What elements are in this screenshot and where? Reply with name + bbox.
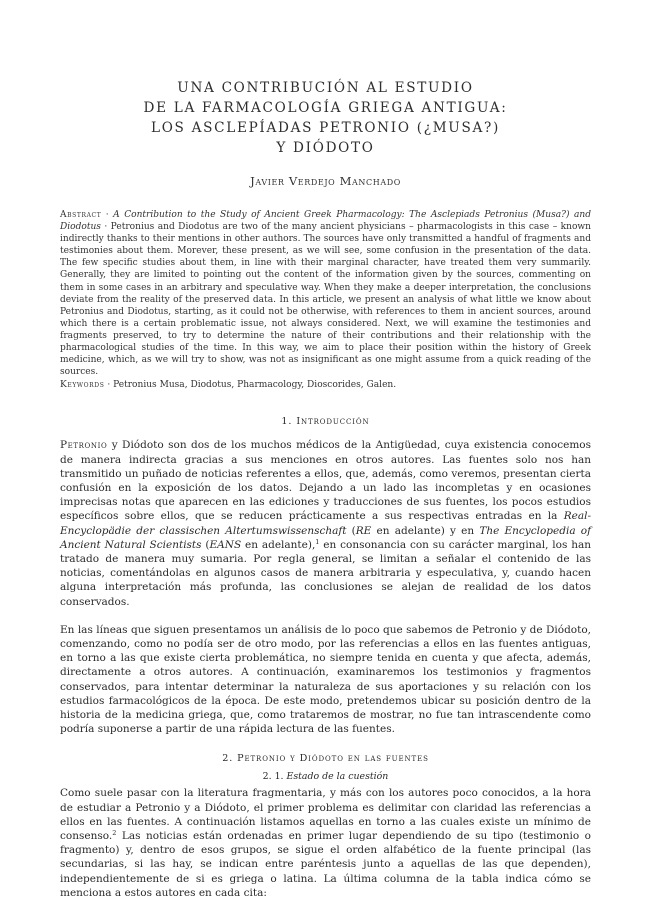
abstract-separator: · — [101, 210, 114, 220]
keywords — [60, 379, 591, 391]
intro-text-f: en consonancia con su carácter marginal, los han tratado de manera muy sumaria. Por regla general, se limitan a señalar el contenido de las noticias, comentándolas en algunos casos de manera arbitraria y especulativa, y, cuando hacen alguna interpretación más profunda, las conclusiones se alejan de realidad de los datos conservados. — [60, 538, 591, 608]
title-line-3: LOS ASCLEPÍADAS PETRONIO (¿MUSA?) — [150, 120, 500, 136]
fuentes-text-b: Las noticias están ordenadas en primer lugar dependiendo de su tipo (testimonio o fragmento) y, dentro de esos grupos, se sigue el orden alfabético de la fuente principal (las secundarias, si las hay, se indican entre paréntesis junto a aquellas de las que dependen), independientemente de si es griega o latina. La última columna de la tabla indica cómo se menciona a estos autores en cada cita: — [60, 830, 591, 899]
intro-paragraph-1 — [60, 438, 591, 608]
title-line-4: Y DIÓDOTO — [276, 140, 375, 156]
paper-title — [60, 78, 591, 158]
author-name: Javier Verdejo Manchado — [250, 174, 401, 188]
keywords-text: · Petronius Musa, Diodotus, Pharmacology, Dioscorides, Galen. — [104, 380, 397, 391]
title-line-2: DE LA FARMACOLOGÍA GRIEGA ANTIGUA: — [143, 100, 508, 116]
intro-text-c: en adelante) y en — [371, 524, 480, 537]
section-heading-fuentes: 2. Petronio y Diódoto en las fuentes — [222, 753, 429, 765]
intro-text-b: ( — [346, 524, 356, 537]
intro-text-d: ( — [201, 538, 210, 551]
fuentes-paragraph-1 — [60, 786, 591, 900]
abstract — [60, 209, 591, 378]
title-line-1: UNA CONTRIBUCIÓN AL ESTUDIO — [177, 80, 474, 96]
subsection-number: 2. 1. — [262, 771, 287, 783]
abstract-english-title: A Contribution to the Study of Ancient Greek Pharmacology: The Asclepiads Petronius (Musa?) and Diodotus — [60, 210, 591, 233]
intro-text-e: en adelante), — [241, 538, 316, 551]
abstract-label: Abstract — [60, 210, 102, 220]
intro-lead-word: Petronio — [60, 439, 108, 452]
footnote-ref-2[interactable]: 2 — [112, 829, 117, 838]
eans-abbreviation: EANS — [209, 538, 242, 551]
abstract-text: · Petronius and Diodotus are two of the many ancient physicians – pharmacologists in this case – known indirectly thanks to their mentions in other authors. The sources have only transmitted a handful of fragments and testimonies about them. Morever, these present, as we will see, some confusion in the presentation of the data. The few specific studies about them, in line with their marginal character, have treated them very summarily. Generally, they are limited to pointing out the content of the information given by the sources, commenting on them in some cases in an arbitrary and speculative way. When they make a deeper interpretation, the conclusions deviate from the reality of the preserved data. In this article, we present an analysis of what little we know about Petronius and Diodotus, starting, as it could not be otherwise, with references to them in ancient sources, around which there is a certain problematic issue, not always considered. Next, we will examine the testimonies and fragments preserved, to try to determine the nature of their contributions and their relationship with the pharmacological studies of the time. In this way, we aim to place their position within the history of Greek medicine, which, as we will try to show, was not as insignificant as one might assume from a quick reading of the sources. — [60, 222, 591, 378]
intro-text-a: y Diódoto son dos de los muchos médicos de la Antigüedad, cuya existencia conocemos de manera indirecta gracias a sus menciones en otros autores. Las fuentes solo nos han transmitido un puñado de noticias referentes a ellos, que, además, como veremos, presentan cierta confusión en la exposición de los datos. Dejando a un lado las incompletas y en ocasiones imprecisas notas que aparecen en las ediciones y traducciones de sus fuentes, los pocos estudios específicos sobre ellos, que se reducen prácticamente a sus respectivas entradas en la — [60, 439, 591, 523]
eans-title: The Encyclopedia of Ancient Natural Scientists — [60, 524, 591, 551]
footnote-ref-1[interactable]: 1 — [315, 537, 320, 546]
subsection-title: Estado de la cuestión — [286, 771, 389, 783]
fuentes-text-a: Como suele pasar con la literatura fragmentaria, y más con los autores poco conocidos, a la hora de estudiar a Petronio y a Diódoto, el primer problema es delimitar con claridad las referencias a ellos en las fuentes. A continuación listamos aquellas en torno a las cuales existe un mínimo de consenso. — [60, 787, 591, 843]
subsection-heading — [60, 771, 591, 782]
intro-paragraph-2: En las líneas que siguen presentamos un análisis de lo poco que sabemos de Petronio y de Diódoto, comenzando, como no podía ser de otro modo, por las referencias a ellos en las fuentes antiguas, en torno a las que existe cierta problemática, no siempre tenida en cuenta y que afecta, además, directamente a otros autores. A continuación, examinaremos los testimonios y fragmentos conservados, para intentar determinar la naturaleza de sus aportaciones y su relación con los estudios farmacológicos de la época. De este modo, pretendemos ubicar su posición dentro de la historia de la medicina griega, que, como trataremos de mostrar, no fue tan intrascendente como podría suponerse a partir de una rápida lectura de las fuentes. — [60, 623, 591, 736]
re-title: Real-Encyclopädie der classischen Altertumswissenschaft — [60, 510, 591, 537]
keywords-label: Keywords — [60, 380, 105, 391]
re-abbreviation: RE — [355, 524, 372, 537]
section-heading-introduccion: 1. Introducción — [281, 416, 370, 428]
